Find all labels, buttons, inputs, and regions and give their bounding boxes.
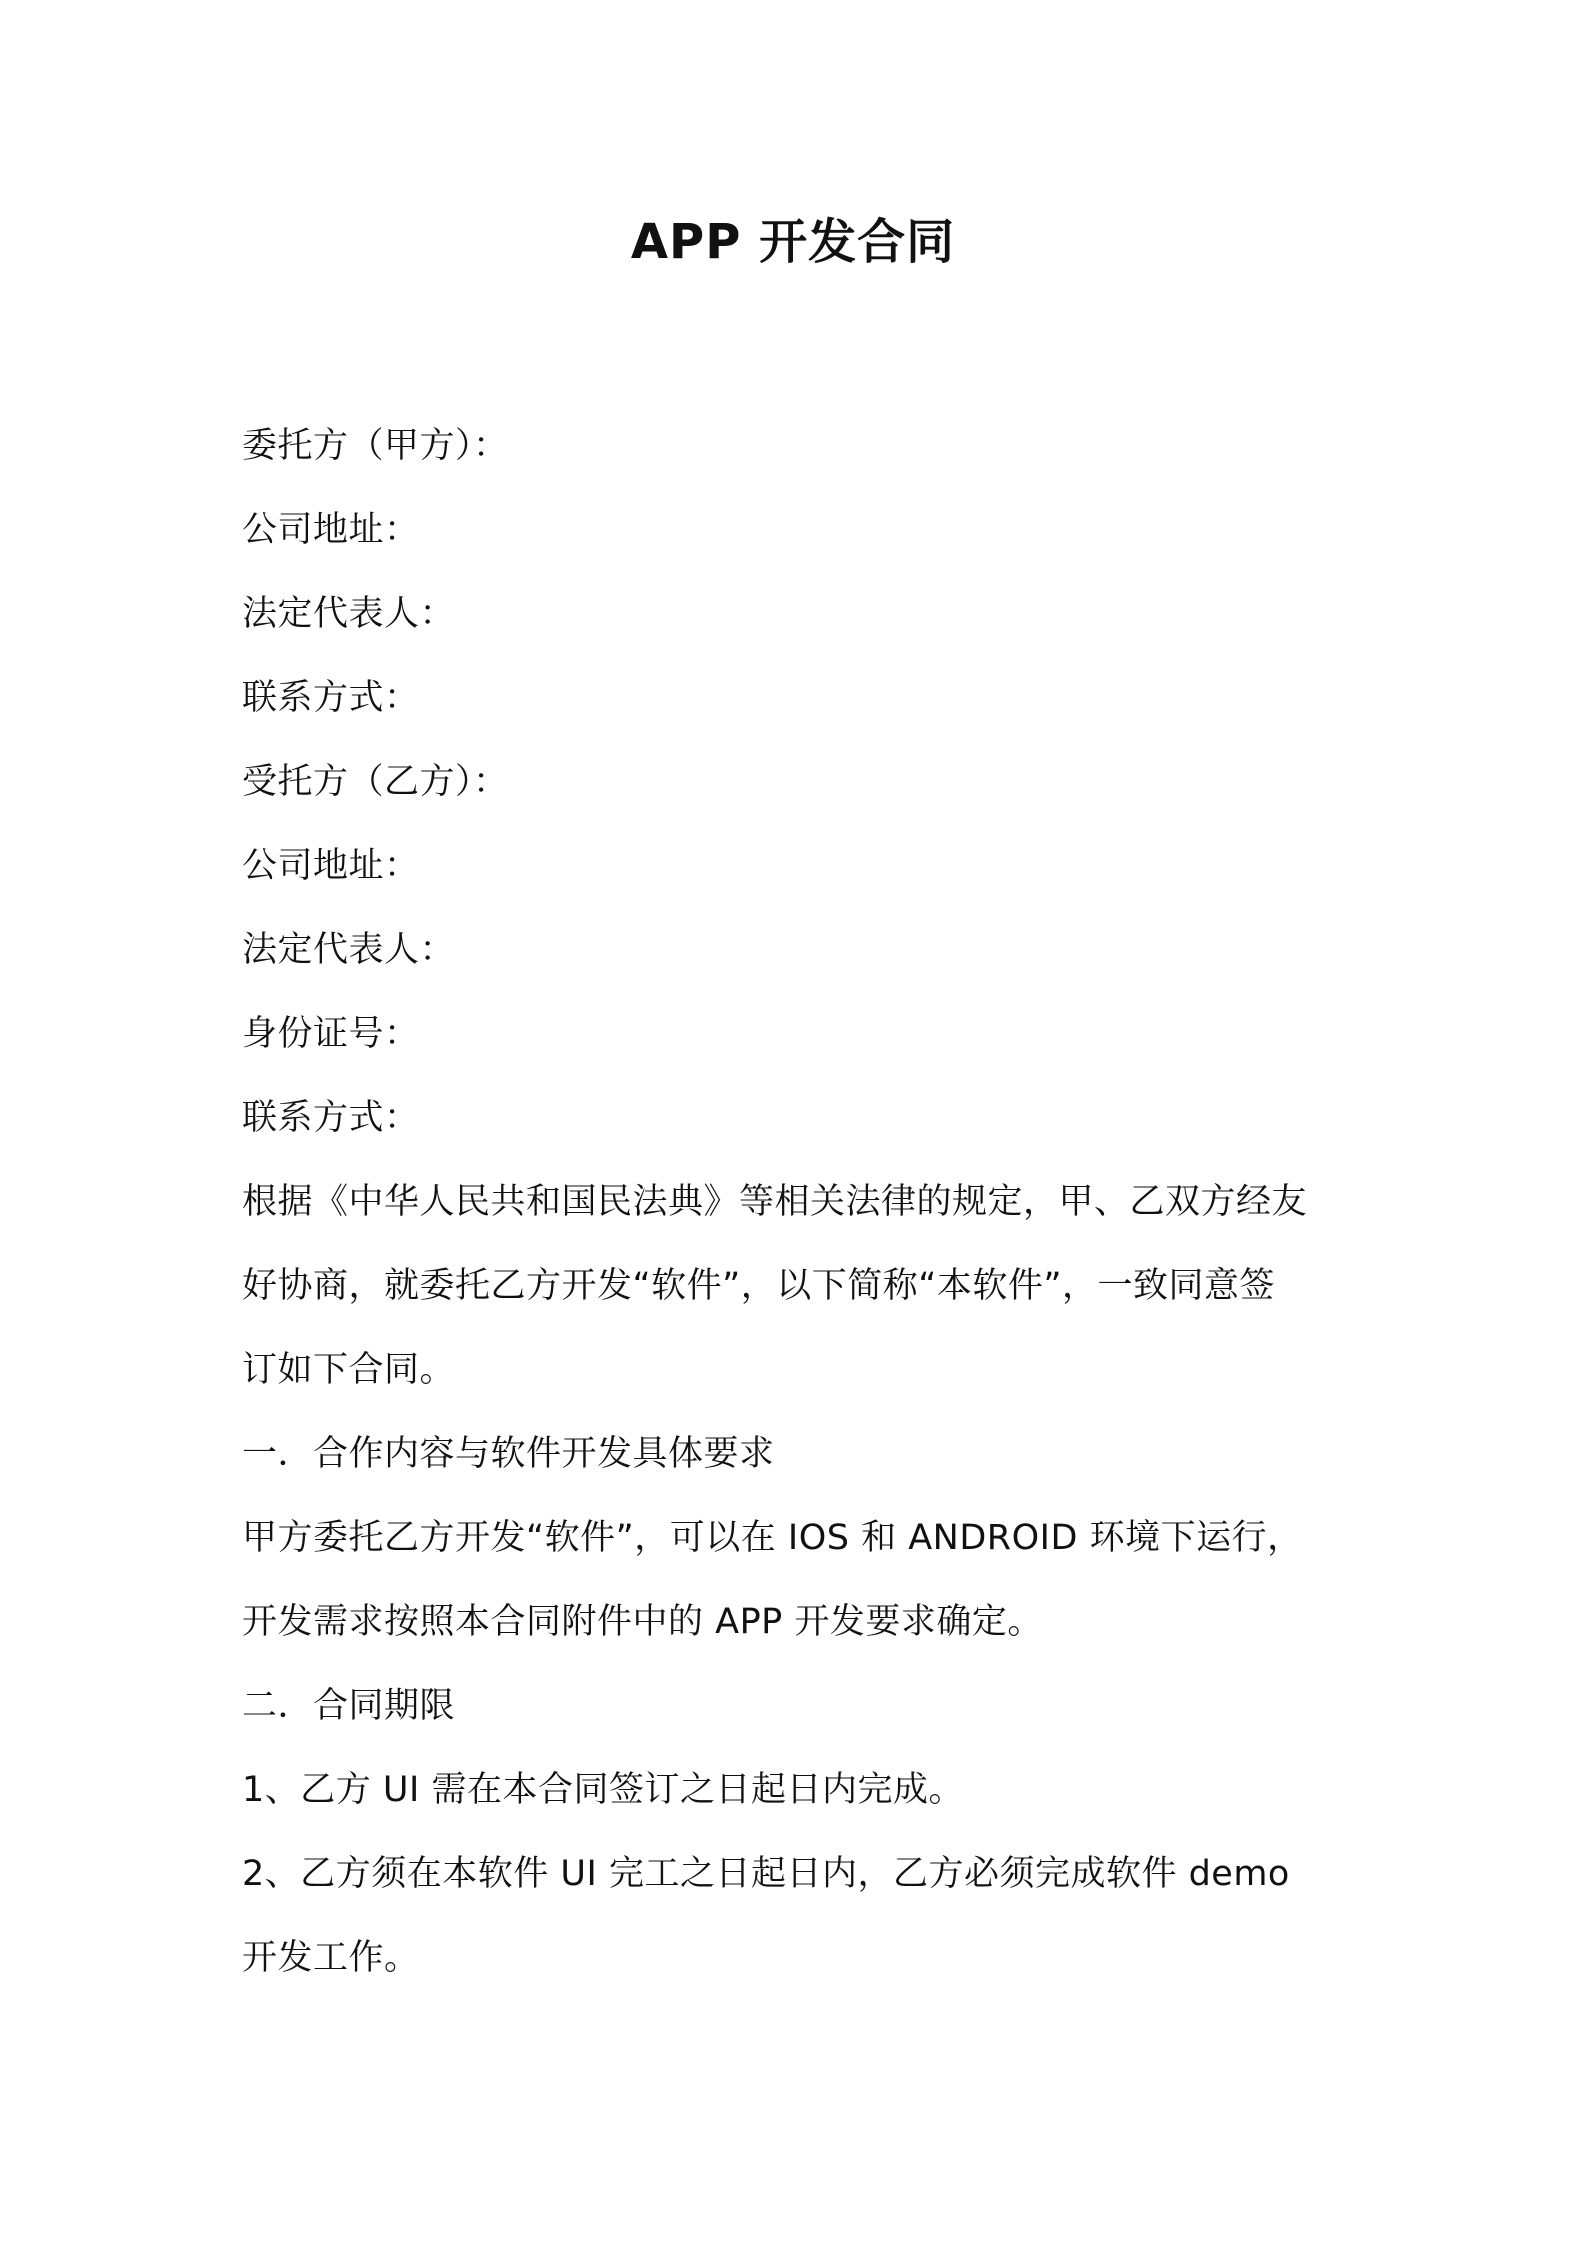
party-a-label: 委托方（甲方）： [242,426,509,466]
party-b-address: 公司地址： [242,846,420,886]
party-a-legal-rep: 法定代表人： [242,594,456,634]
section-2-item-1: 1、乙方 UI 需在本合同签订之日起日内完成。 [242,1770,964,1810]
document-body [242,404,1352,2000]
document-title: APP 开发合同 [630,214,956,270]
section-1-text-line-1: 甲方委托乙方开发“软件”，可以在 IOS 和 ANDROID 环境下运行， [242,1518,1303,1558]
party-a-contact: 联系方式： [242,678,420,718]
party-b-id-number: 身份证号： [242,1014,420,1054]
party-b-label: 受托方（乙方）： [242,762,509,802]
preamble-line-3: 订如下合同。 [242,1350,456,1390]
section-2-item-2-line-1: 2、乙方须在本软件 UI 完工之日起日内，乙方必须完成软件 demo [242,1854,1290,1894]
party-b-legal-rep: 法定代表人： [242,930,456,970]
preamble-line-2: 好协商，就委托乙方开发“软件”，以下简称“本软件”，一致同意签 [242,1266,1276,1306]
preamble-line-1: 根据《中华人民共和国民法典》等相关法律的规定，甲、乙双方经友 [242,1182,1308,1222]
section-1-heading: 一．合作内容与软件开发具体要求 [242,1434,775,1474]
section-2-heading: 二．合同期限 [242,1686,456,1726]
section-1-text-line-2: 开发需求按照本合同附件中的 APP 开发要求确定。 [242,1602,1043,1642]
party-b-contact: 联系方式： [242,1098,420,1138]
section-2-item-2-line-2: 开发工作。 [242,1938,420,1978]
party-a-address: 公司地址： [242,510,420,550]
